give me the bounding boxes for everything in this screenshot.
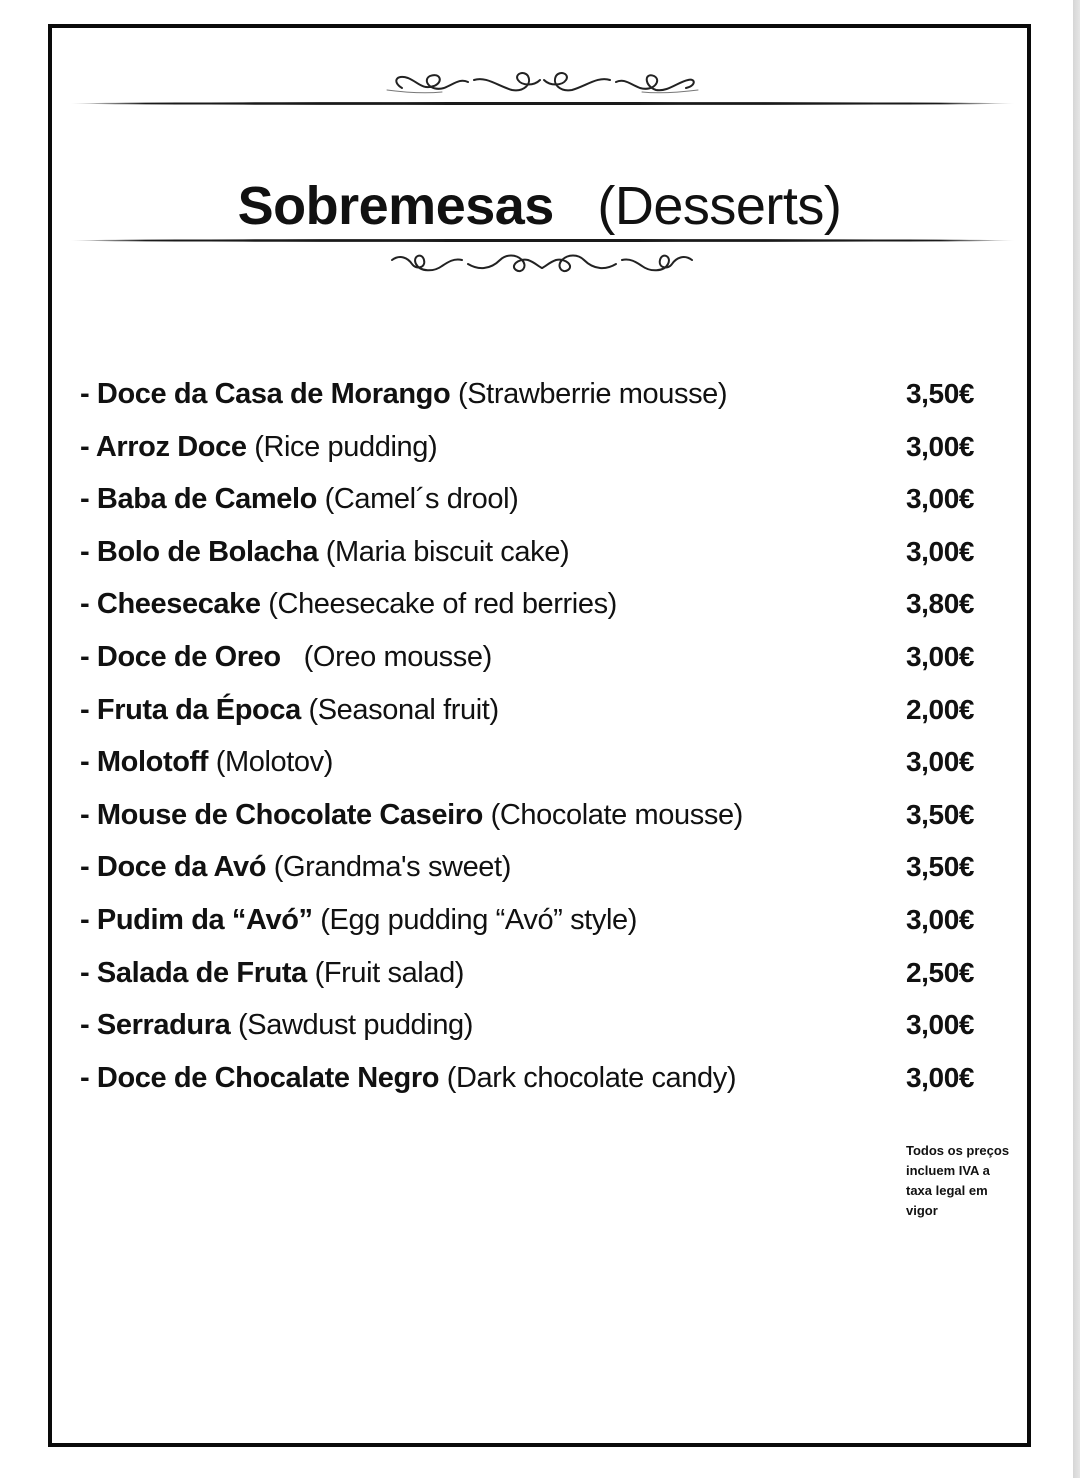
page-title (52, 170, 1027, 242)
item-price: 3,00€ (906, 1009, 975, 1041)
item-name-en: (Strawberrie mousse) (457, 378, 728, 410)
item-price: 3,00€ (906, 903, 975, 935)
menu-item: - Doce da Avó (Grandma's sweet) 3,50€ (80, 841, 1000, 894)
item-price: 3,80€ (906, 588, 975, 620)
item-name-pt: Mouse de Chocolate Caseiro (96, 798, 483, 831)
menu-item: - Doce de Oreo (Oreo mousse) 3,00€ (80, 631, 1000, 684)
item-name-en: (Egg pudding “Avó” style) (320, 903, 637, 936)
item-name-en: (Maria biscuit cake) (325, 535, 570, 568)
item-name-pt: Baba de Camelo (96, 483, 317, 516)
menu-item: - Baba de Camelo (Camel´s drool) 3,00€ (80, 473, 1000, 526)
item-name-pt: Doce da Casa de Morango (96, 378, 451, 410)
item-name-en: (Fruit salad) (314, 956, 465, 989)
item-name-pt: Pudim da “Avó” (96, 903, 313, 936)
menu-item: - Cheesecake (Cheesecake of red berries) 3,80€ (80, 578, 1000, 631)
item-name-pt: Doce de Chocalate Negro (96, 1061, 440, 1094)
menu-item: - Arroz Doce (Rice pudding) 3,00€ (80, 421, 1000, 474)
item-name-en: (Chocolate mousse) (490, 798, 743, 831)
menu-page (48, 24, 1031, 1447)
item-price: 3,50€ (906, 378, 975, 409)
item-name-pt: Bolo de Bolacha (96, 535, 319, 568)
menu-item: - Doce de Chocalate Negro (Dark chocolate candy) 3,00€ (80, 1052, 1000, 1105)
menu-item: - Serradura (Sawdust pudding) 3,00€ (80, 999, 1000, 1052)
menu-item: - Mouse de Chocolate Caseiro (Chocolate mousse) 3,50€ (80, 789, 1000, 842)
item-name-en: (Oreo mousse) (303, 640, 492, 673)
item-name-pt: Arroz Doce (95, 430, 247, 463)
item-name-pt: Doce de Oreo (96, 640, 281, 673)
scroll-flourish-icon (382, 246, 702, 280)
item-price: 3,00€ (906, 483, 975, 515)
item-name-en: (Sawdust pudding) (238, 1009, 474, 1042)
item-price: 3,00€ (906, 430, 975, 462)
item-name-en: (Camel´s drool) (324, 483, 519, 516)
item-price: 3,00€ (906, 1061, 975, 1093)
menu-item: - Salada de Fruta (Fruit salad) 2,50€ (80, 947, 1000, 1000)
item-name-pt: Cheesecake (96, 588, 261, 621)
page-edge-strip (1073, 0, 1080, 1478)
item-price: 3,00€ (906, 640, 975, 672)
item-name-en: (Cheesecake of red berries) (268, 588, 617, 621)
item-price: 2,00€ (906, 693, 975, 725)
menu-item: - Fruta da Época (Seasonal fruit) 2,00€ (80, 684, 1000, 737)
item-name-pt: Salada de Fruta (96, 956, 307, 989)
tax-note: Todos os preços incluem IVA a taxa legal em vigor (906, 1143, 1010, 1218)
item-name-en: (Dark chocolate candy) (446, 1061, 737, 1094)
item-price: 3,00€ (906, 746, 975, 778)
top-divider (70, 102, 1015, 105)
item-name-en: (Rice pudding) (254, 430, 438, 463)
bottom-divider (70, 239, 1015, 242)
item-name-en: (Molotov) (215, 746, 333, 779)
dessert-menu-list (80, 368, 1000, 1104)
title-english: (Desserts) (597, 176, 842, 237)
item-price: 3,00€ (906, 535, 975, 567)
item-name-pt: Molotoff (96, 746, 209, 779)
title-portuguese: Sobremesas (237, 176, 554, 237)
menu-item: - Doce da Casa de Morango (Strawberrie mousse) 3,50€ (80, 368, 1000, 421)
item-name-pt: Serradura (96, 1009, 231, 1042)
item-price: 2,50€ (906, 956, 975, 988)
scroll-flourish-icon (382, 64, 702, 98)
item-price: 3,50€ (906, 798, 975, 830)
item-price: 3,50€ (906, 851, 975, 883)
item-name-pt: Fruta da Época (96, 693, 301, 726)
item-name-en: (Seasonal fruit) (308, 693, 499, 726)
menu-item: - Molotoff (Molotov) 3,00€ (80, 736, 1000, 789)
item-name-pt: Doce da Avó (96, 851, 267, 884)
item-name-en: (Grandma's sweet) (273, 851, 511, 884)
menu-item: - Bolo de Bolacha (Maria biscuit cake) 3,00€ (80, 526, 1000, 579)
menu-item: - Pudim da “Avó” (Egg pudding “Avó” style) 3,00€ (80, 894, 1000, 947)
